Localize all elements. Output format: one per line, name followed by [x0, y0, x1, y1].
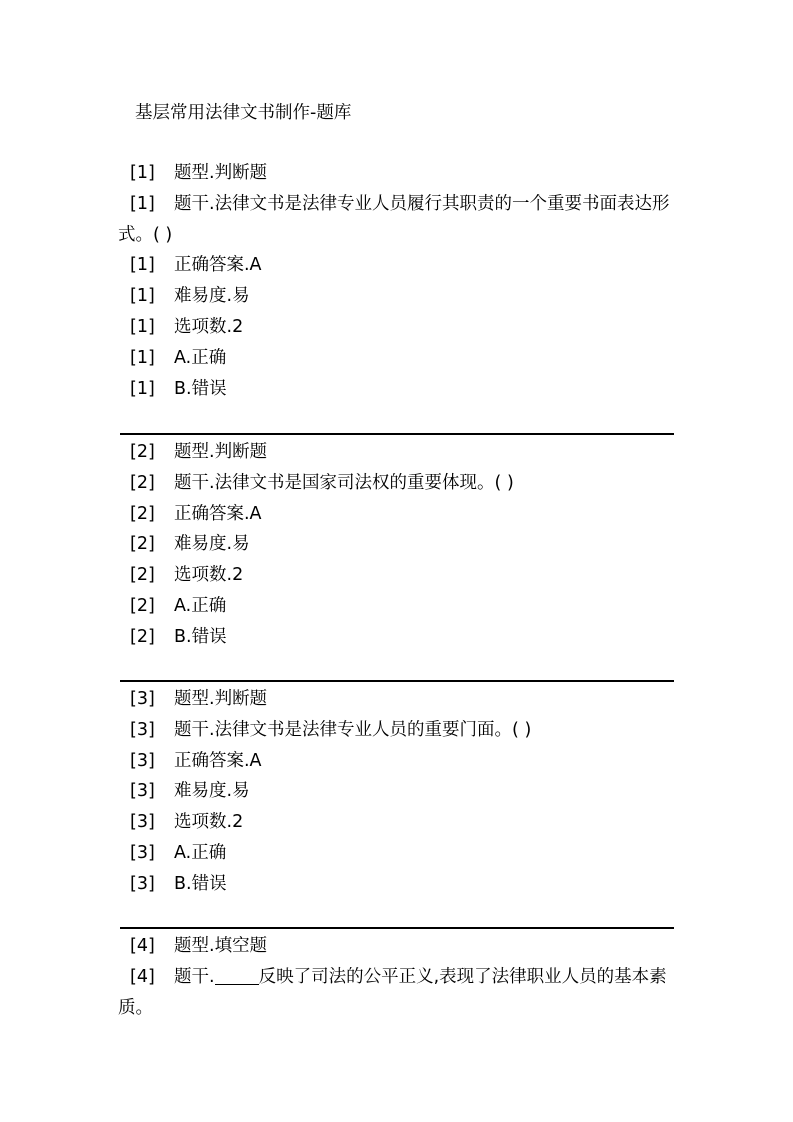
- question-number: [3]: [130, 781, 155, 802]
- option-count: [118, 560, 670, 591]
- question-number: [2]: [130, 503, 155, 524]
- question-number: [3]: [130, 750, 155, 771]
- question-type: [118, 158, 670, 189]
- question-stem: [118, 189, 670, 251]
- option-0: [118, 591, 670, 622]
- stem-suffix: 反映了司法的公平正义,表现了法律职业人员的基本素质。: [118, 966, 667, 1018]
- question-number: [1]: [130, 193, 155, 214]
- row-text: 题干.法律文书是法律专业人员履行其职责的一个重要书面表达形式。( ): [118, 193, 670, 245]
- option-count: [118, 312, 670, 343]
- question-type: [118, 437, 670, 468]
- difficulty: [118, 776, 670, 807]
- question-stem: [118, 962, 670, 1024]
- stem-prefix: 题干.: [174, 966, 215, 987]
- question-number: [2]: [130, 565, 155, 586]
- option-count: [118, 807, 670, 838]
- section-divider: [120, 680, 674, 682]
- row-text: 题型.填空题: [174, 936, 268, 956]
- question-block: [118, 931, 670, 1023]
- question-number: [2]: [130, 595, 155, 616]
- row-text: 题型.判断题: [174, 442, 268, 462]
- row-text: 选项数.2: [174, 812, 244, 833]
- question-number: [1]: [130, 378, 155, 399]
- document-title: 基层常用法律文书制作-题库: [135, 103, 352, 123]
- section-divider: [120, 927, 674, 929]
- question-number: [3]: [130, 812, 155, 833]
- correct-answer: [118, 499, 670, 530]
- row-text: 题干.法律文书是法律专业人员的重要门面。( ): [174, 719, 532, 740]
- question-number: [1]: [130, 316, 155, 337]
- question-type: [118, 684, 670, 715]
- row-text: 选项数.2: [174, 565, 244, 586]
- question-block: [118, 684, 670, 900]
- question-number: [4]: [130, 936, 155, 956]
- difficulty: [118, 529, 670, 560]
- row-text: A.正确: [174, 842, 227, 863]
- row-text: 正确答案.A: [174, 503, 262, 524]
- question-number: [1]: [130, 347, 155, 368]
- question-number: [1]: [130, 163, 155, 183]
- row-text: 选项数.2: [174, 316, 244, 337]
- question-stem: [118, 468, 670, 499]
- difficulty: [118, 281, 670, 312]
- row-text: 难易度.易: [174, 534, 250, 555]
- question-number: [1]: [130, 255, 155, 276]
- question-number: [3]: [130, 873, 155, 894]
- option-1: [118, 374, 670, 405]
- question-type: [118, 931, 670, 962]
- question-block: [118, 158, 670, 404]
- row-text: A.正确: [174, 595, 227, 616]
- correct-answer: [118, 746, 670, 777]
- row-text: 难易度.易: [174, 286, 250, 307]
- row-text: B.错误: [174, 378, 227, 399]
- fill-blank: [215, 966, 259, 985]
- row-text: 难易度.易: [174, 781, 250, 802]
- question-number: [2]: [130, 626, 155, 647]
- question-stem: [118, 715, 670, 746]
- question-number: [2]: [130, 472, 155, 493]
- option-1: [118, 869, 670, 900]
- question-number: [4]: [130, 966, 155, 987]
- option-1: [118, 622, 670, 653]
- question-number: [3]: [130, 689, 155, 709]
- row-text: A.正确: [174, 347, 227, 368]
- question-number: [3]: [130, 842, 155, 863]
- section-divider: [120, 433, 674, 435]
- correct-answer: [118, 250, 670, 281]
- question-number: [2]: [130, 534, 155, 555]
- option-0: [118, 343, 670, 374]
- question-number: [3]: [130, 719, 155, 740]
- question-number: [2]: [130, 442, 155, 462]
- row-text: 题干.法律文书是国家司法权的重要体现。( ): [174, 472, 514, 493]
- row-text: 正确答案.A: [174, 255, 262, 276]
- row-text: 题型.判断题: [174, 689, 268, 709]
- question-block: [118, 437, 670, 653]
- row-text: 正确答案.A: [174, 750, 262, 771]
- option-0: [118, 838, 670, 869]
- row-text: B.错误: [174, 873, 227, 894]
- question-number: [1]: [130, 286, 155, 307]
- row-text: 题型.判断题: [174, 163, 268, 183]
- row-text: B.错误: [174, 626, 227, 647]
